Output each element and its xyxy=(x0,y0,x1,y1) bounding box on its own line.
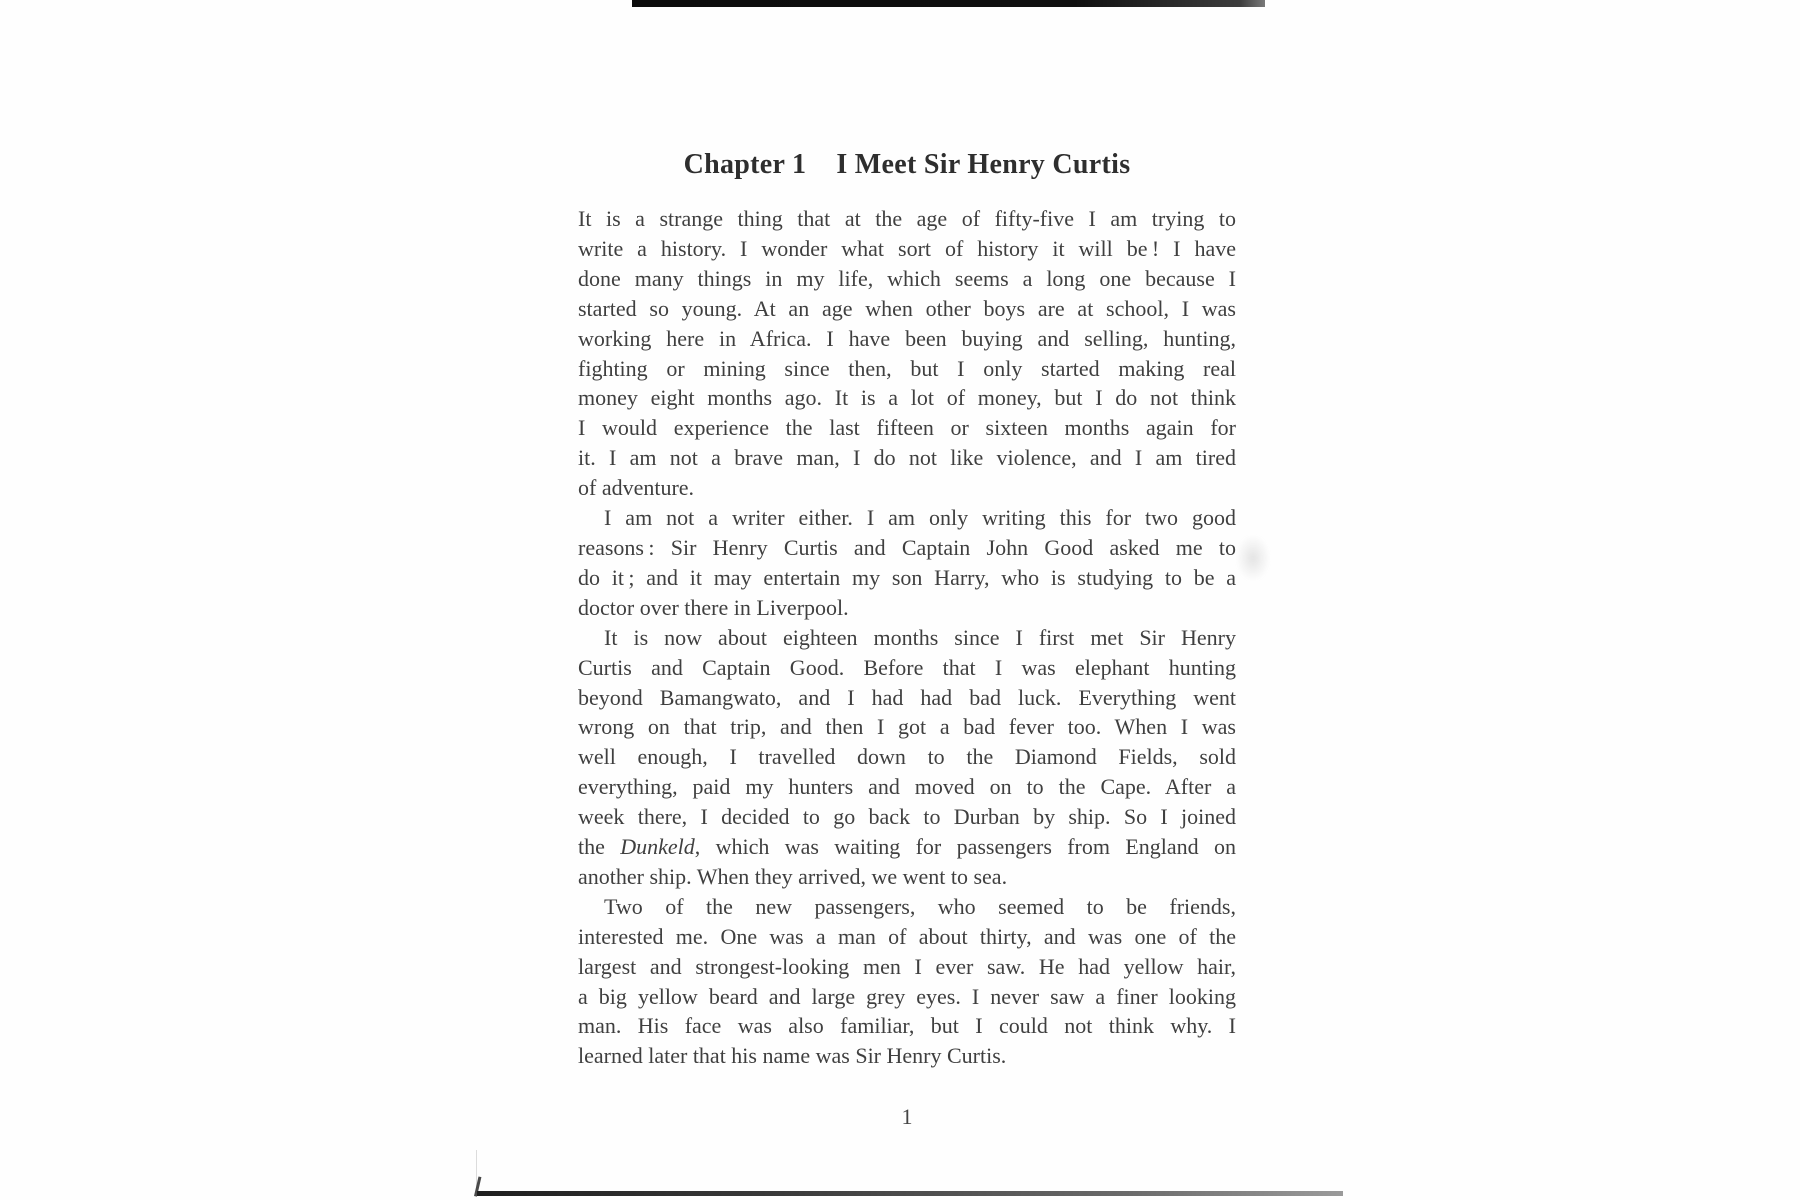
text-line: another ship. When they arrived, we went to sea. xyxy=(578,863,1008,889)
text-line: everything, paid my hunters and moved on to the Cape. After a xyxy=(578,774,1236,800)
text-line: reasons : Sir Henry Curtis and Captain John Good asked me to xyxy=(578,534,1236,560)
text-line: It is now about eighteen months since I first met Sir Henry xyxy=(604,624,1236,650)
paragraph xyxy=(578,503,1236,623)
chapter-number: Chapter 1 xyxy=(683,149,807,180)
body-text xyxy=(578,204,1236,1071)
text-line: I would experience the last fifteen or sixteen months again for xyxy=(578,415,1236,441)
text-line: a big yellow beard and large grey eyes. I never saw a finer looking xyxy=(578,983,1236,1009)
text-line: of adventure. xyxy=(578,475,695,501)
page-number: 1 xyxy=(901,1104,913,1129)
text-line: largest and strongest-looking men I ever saw. He had yellow hair, xyxy=(578,953,1236,979)
text-line: I am not a writer either. I am only writing this for two good xyxy=(604,505,1236,531)
text-line: beyond Bamangwato, and I had had bad luck. Everything went xyxy=(578,684,1236,710)
chapter-title: I Meet Sir Henry Curtis xyxy=(836,149,1131,180)
text-segment: the xyxy=(578,834,621,860)
scan-artifact-top-bar xyxy=(632,0,1265,7)
text-line: well enough, I travelled down to the Diamond Fields, sold xyxy=(578,744,1236,770)
text-line: man. His face was also familiar, but I could not think why. I xyxy=(578,1013,1236,1039)
ship-name-italic: Dunkeld xyxy=(620,834,695,860)
text-line: learned later that his name was Sir Henry Curtis. xyxy=(578,1043,1007,1069)
text-line: it. I am not a brave man, I do not like violence, and I am tired xyxy=(578,445,1236,471)
text-line xyxy=(578,832,1236,862)
scan-artifact-bottom-bar xyxy=(477,1191,1343,1196)
paragraph xyxy=(578,623,1236,892)
text-line: started so young. At an age when other boys are at school, I was xyxy=(578,295,1236,321)
paragraph xyxy=(578,204,1236,503)
text-line: working here in Africa. I have been buying and selling, hunting, xyxy=(578,325,1236,351)
text-line: Curtis and Captain Good. Before that I was elephant hunting xyxy=(578,654,1236,680)
text-line: interested me. One was a man of about thirty, and was one of the xyxy=(578,923,1236,949)
text-line: Two of the new passengers, who seemed to be friends, xyxy=(604,893,1236,919)
text-segment: , which was waiting for passengers from England on xyxy=(694,834,1236,860)
text-line: do it ; and it may entertain my son Harry, who is studying to be a xyxy=(578,564,1236,590)
page-body xyxy=(578,148,1236,1071)
text-line: done many things in my life, which seems a long one because I xyxy=(578,265,1236,291)
text-line: It is a strange thing that at the age of fifty-five I am trying to xyxy=(578,206,1236,231)
scan-smudge xyxy=(1236,535,1270,581)
text-line: write a history. I wonder what sort of history it will be ! I have xyxy=(578,235,1236,261)
text-line: wrong on that trip, and then I got a bad fever too. When I was xyxy=(578,714,1236,740)
text-line: fighting or mining since then, but I only started making real xyxy=(578,355,1236,381)
paragraph xyxy=(578,892,1236,1071)
chapter-heading xyxy=(578,148,1236,182)
text-line: doctor over there in Liverpool. xyxy=(578,594,849,620)
text-line: week there, I decided to go back to Durban by ship. So I joined xyxy=(578,804,1236,830)
text-line: money eight months ago. It is a lot of money, but I do not think xyxy=(578,385,1236,411)
